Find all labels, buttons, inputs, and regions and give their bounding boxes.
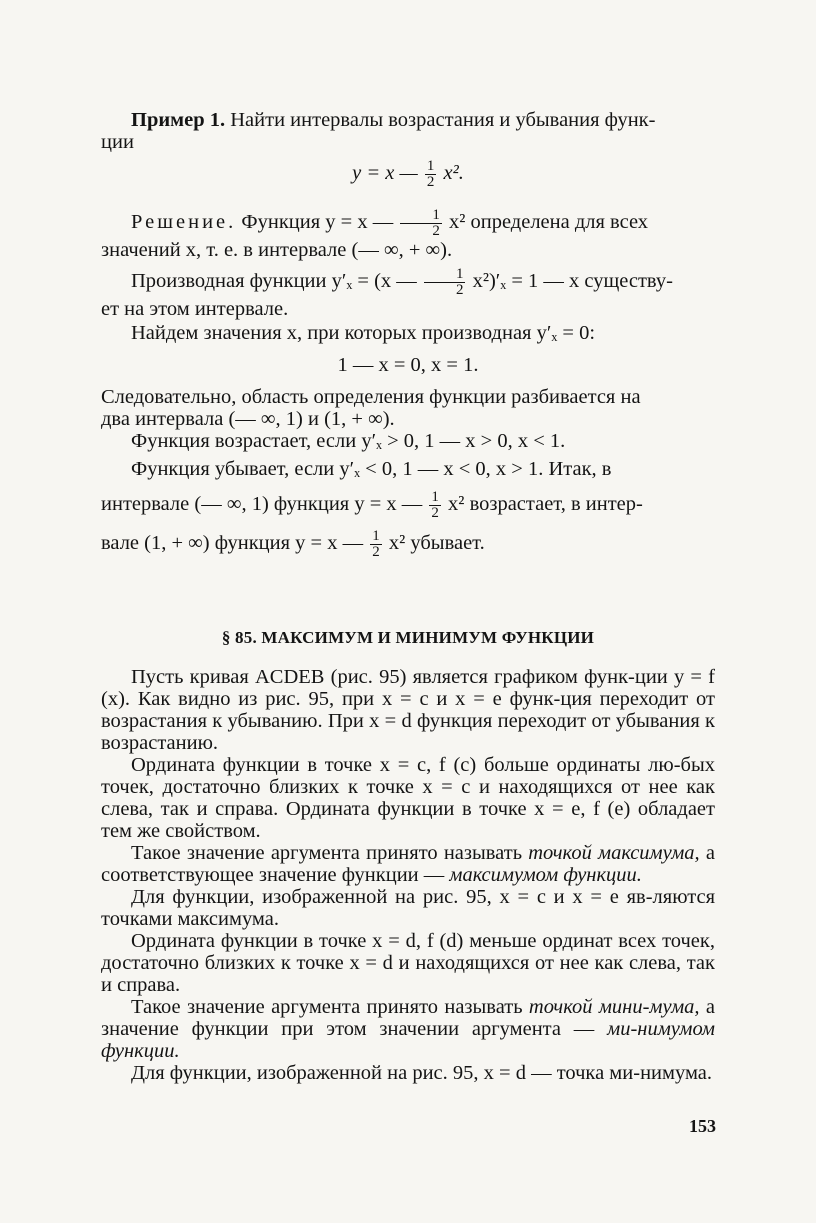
example-line-2: ции [101,131,134,153]
example-line: Пример 1. Найти интервалы возрастания и убывания функ- [131,109,656,131]
solution-line: Решение. Функция y = x — $\frac{1}{2}$ x² определена для всех [131,207,649,239]
decrease-line-2: интервале (— ∞, 1) функция y = x — $\frac{1}{2}$ x² возрастает, в интер- [101,489,643,521]
fraction: $\frac{1}{2}$ [424,267,466,298]
page-number: 153 [689,1116,716,1136]
fraction: $\frac{1}{2}$ [426,158,435,190]
paragraph: Ордината функции в точке x = c, f (c) больше ординаты лю-бых точек, достаточно близких к точке x = c и находящихся от нее как слева, так и справа. Ордината функции в точке x = e, f (e) обладает тем же свойством. [101,754,715,842]
example-label: Пример 1. [131,109,226,131]
section-body [101,666,715,1084]
therefore-line: Следовательно, область определения функции разбивается на [101,386,641,408]
derivative-line: Производная функции y′ₓ = (x — $\frac{1}{2}$ x²)′ₓ = 1 — x существу- [131,266,673,298]
decrease-line: Функция убывает, если y′ₓ < 0, 1 — x < 0, x > 1. Итак, в [131,458,612,480]
paragraph: Для функции, изображенной на рис. 95, x = c и x = e яв-ляются точками максимума. [101,886,715,930]
example-block [101,109,715,560]
formula-main: y = x — $\frac{1}{2}$ x². [352,158,464,190]
section-heading: § 85. МАКСИМУМ И МИНИМУМ ФУНКЦИИ [221,628,595,647]
fraction: $\frac{1}{2}$ [400,208,442,239]
derivative-line-2: ет на этом интервале. [101,298,289,320]
paragraph: Такое значение аргумента принято называть точкой максимума, а соответствующее значение функции — максимумом функции. [101,842,715,886]
zero-equation: 1 — x = 0, x = 1. [337,354,479,376]
find-zero-line: Найдем значения x, при которых производная y′ₓ = 0: [131,322,596,344]
fraction: $\frac{1}{2}$ [372,528,380,560]
term-function-maximum: максимумом функции. [449,864,642,886]
paragraph: Ордината функции в точке x = d, f (d) меньше ординат всех точек, достаточно близких к точке x = d и находящихся от нее как слева, так и справа. [101,930,715,996]
term-function-minimum: ми-нимумом функции. [101,1018,715,1062]
paragraph: Для функции, изображенной на рис. 95, x = d — точка ми-нимума. [131,1062,713,1084]
fraction: $\frac{1}{2}$ [431,489,439,521]
therefore-line-2: два интервала (— ∞, 1) и (1, + ∞). [101,408,395,430]
paragraph: Такое значение аргумента принято называть точкой мини-мума, а значение функции при этом значении аргумента — ми-нимумом функции. [101,996,715,1062]
paragraph: Пусть кривая ACDEB (рис. 95) является графиком функ-ции y = f (x). Как видно из рис. 95, при x = c и x = e функ-ция переходит от возрастания к убыванию. При x = d функция переходит от убывания к возрастанию. [101,666,715,754]
term-minimum-point: точкой мини-мума, [528,996,700,1018]
term-maximum-point: точкой максимума, [528,842,700,864]
increase-line: Функция возрастает, если y′ₓ > 0, 1 — x > 0, x < 1. [131,430,566,452]
decrease-line-3: вале (1, + ∞) функция y = x — $\frac{1}{2}$ x² убывает. [101,528,485,560]
solution-line-2: значений x, т. е. в интервале (— ∞, + ∞). [101,239,453,261]
